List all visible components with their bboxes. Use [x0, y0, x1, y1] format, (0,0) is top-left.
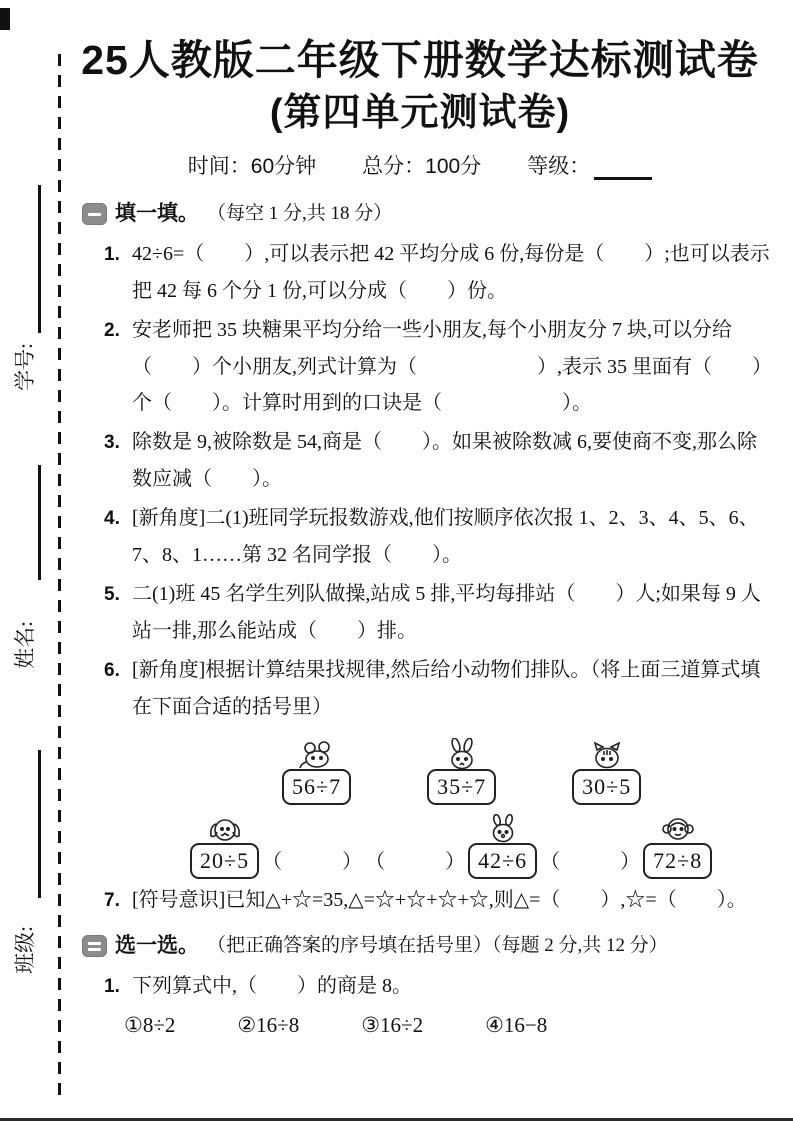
question-number: 7.	[104, 890, 120, 911]
question-text: [新角度]二(1)班同学玩报数游戏,他们按顺序依次报 1、2、3、4、5、6、7、8、1……第 32 名同学报（ ）。	[132, 507, 759, 566]
question-2	[82, 312, 776, 421]
student-id-label: 学号:	[13, 343, 37, 391]
question-number: 3.	[104, 432, 120, 453]
monkey-icon	[660, 814, 696, 844]
q6-card-monkey	[643, 814, 712, 879]
paper-body	[82, 199, 776, 1043]
question-number: 1.	[104, 976, 120, 997]
expression-box: 42÷6	[468, 843, 537, 879]
info-grade	[527, 150, 652, 180]
info-time: 时间：60分钟	[187, 155, 317, 178]
question-5	[82, 576, 776, 649]
q6-blank-slot-3: （ ）	[540, 851, 641, 873]
page-title: 25人教版二年级下册数学达标测试卷	[81, 37, 759, 83]
question-text: 42÷6=（ ）,可以表示把 42 平均分成 6 份,每份是（ ）;也可以表示把 42 每 6 个分 1 份,可以分成（ ）份。	[132, 243, 770, 302]
question-number: 2.	[104, 320, 120, 341]
question-number: 5.	[104, 584, 120, 605]
q6-animal-row-top	[82, 731, 776, 805]
question-text: 下列算式中,（ ）的商是 8。	[132, 975, 412, 997]
question-text: 二(1)班 45 名学生列队做操,站成 5 排,平均每排站（ ）人;如果每 9 人站一排,那么能站成（ ）排。	[132, 583, 761, 642]
q6-animal-row-bottom	[82, 813, 776, 879]
q6-card-squirrel	[468, 814, 537, 879]
option-1: ①8÷2	[124, 1013, 176, 1037]
section-one-title: 填一填。	[115, 202, 199, 225]
q6-blank-slot-1: （ ）	[262, 851, 363, 873]
class-blank-line	[38, 750, 41, 898]
question-text: [新角度]根据计算结果找规律,然后给小动物们排队。（将上面三道算式填在下面合适的括号里）	[132, 659, 761, 718]
question-4	[82, 500, 776, 573]
dashed-cut-line	[58, 54, 61, 1096]
section-one-header	[82, 199, 776, 229]
info-grade-label: 等级：	[527, 155, 591, 178]
question-text: 除数是 9,被除数是 54,商是（ ）。如果被除数减 6,要使商不变,那么除数应减（ ）。	[132, 431, 757, 490]
section-two-header	[82, 931, 776, 961]
section-one-note: （每空 1 分,共 18 分）	[207, 203, 393, 224]
question-7	[82, 882, 776, 919]
tiger-icon	[590, 740, 624, 770]
question-number: 6.	[104, 660, 120, 681]
squirrel-icon	[487, 814, 519, 844]
question-number: 1.	[104, 244, 120, 265]
question-6	[82, 652, 776, 725]
section-two-note: （把正确答案的序号填在括号里）（每题 2 分,共 12 分）	[207, 935, 668, 956]
section-two-title: 选一选。	[115, 934, 199, 957]
expression-box: 20÷5	[190, 843, 259, 879]
expression-box: 56÷7	[282, 769, 351, 805]
paper-info-row	[60, 150, 780, 180]
grade-blank-line	[594, 157, 652, 180]
q6-blank-slot-2: （ ）	[365, 851, 466, 873]
student-name-blank-line	[38, 465, 41, 580]
expression-box: 35÷7	[427, 769, 496, 805]
option-3: ③16÷2	[361, 1013, 424, 1037]
class-label: 班级:	[13, 926, 37, 974]
q6-card-rabbit	[427, 738, 496, 805]
rabbit-icon	[445, 738, 479, 770]
option-2: ②16÷8	[237, 1013, 300, 1037]
mouse-icon	[298, 740, 336, 770]
page-subtitle: (第四单元测试卷)	[269, 92, 571, 134]
question-text: [符号意识]已知△+☆=35,△=☆+☆+☆+☆,则△=（ ）,☆=（ ）。	[132, 889, 747, 911]
q6-card-mouse	[282, 740, 351, 805]
question-text: 安老师把 35 块糖果平均分给一些小朋友,每个小朋友分 7 块,可以分给（ ）个小朋友,列式计算为（ ）,表示 35 里面有（ ）个（ ）。计算时用到的口诀是（ ）。	[132, 319, 772, 414]
option-4: ④16−8	[485, 1013, 548, 1037]
dog-icon	[207, 814, 243, 844]
expression-box: 72÷8	[643, 843, 712, 879]
info-total-score: 总分：100分	[362, 155, 482, 178]
expression-box: 30÷5	[572, 769, 641, 805]
section2-question-1	[82, 968, 776, 1005]
question-3	[82, 424, 776, 497]
question-number: 4.	[104, 508, 120, 529]
section2-q1-options-row	[82, 1007, 776, 1043]
question-1	[82, 236, 776, 309]
section-two-badge-icon	[82, 935, 107, 957]
student-name-label: 姓名:	[13, 621, 37, 669]
scan-corner-mark	[0, 8, 10, 30]
paper-header	[60, 34, 780, 180]
q6-card-dog	[190, 814, 259, 879]
q6-card-tiger	[572, 740, 641, 805]
section-one-badge-icon	[82, 203, 107, 225]
